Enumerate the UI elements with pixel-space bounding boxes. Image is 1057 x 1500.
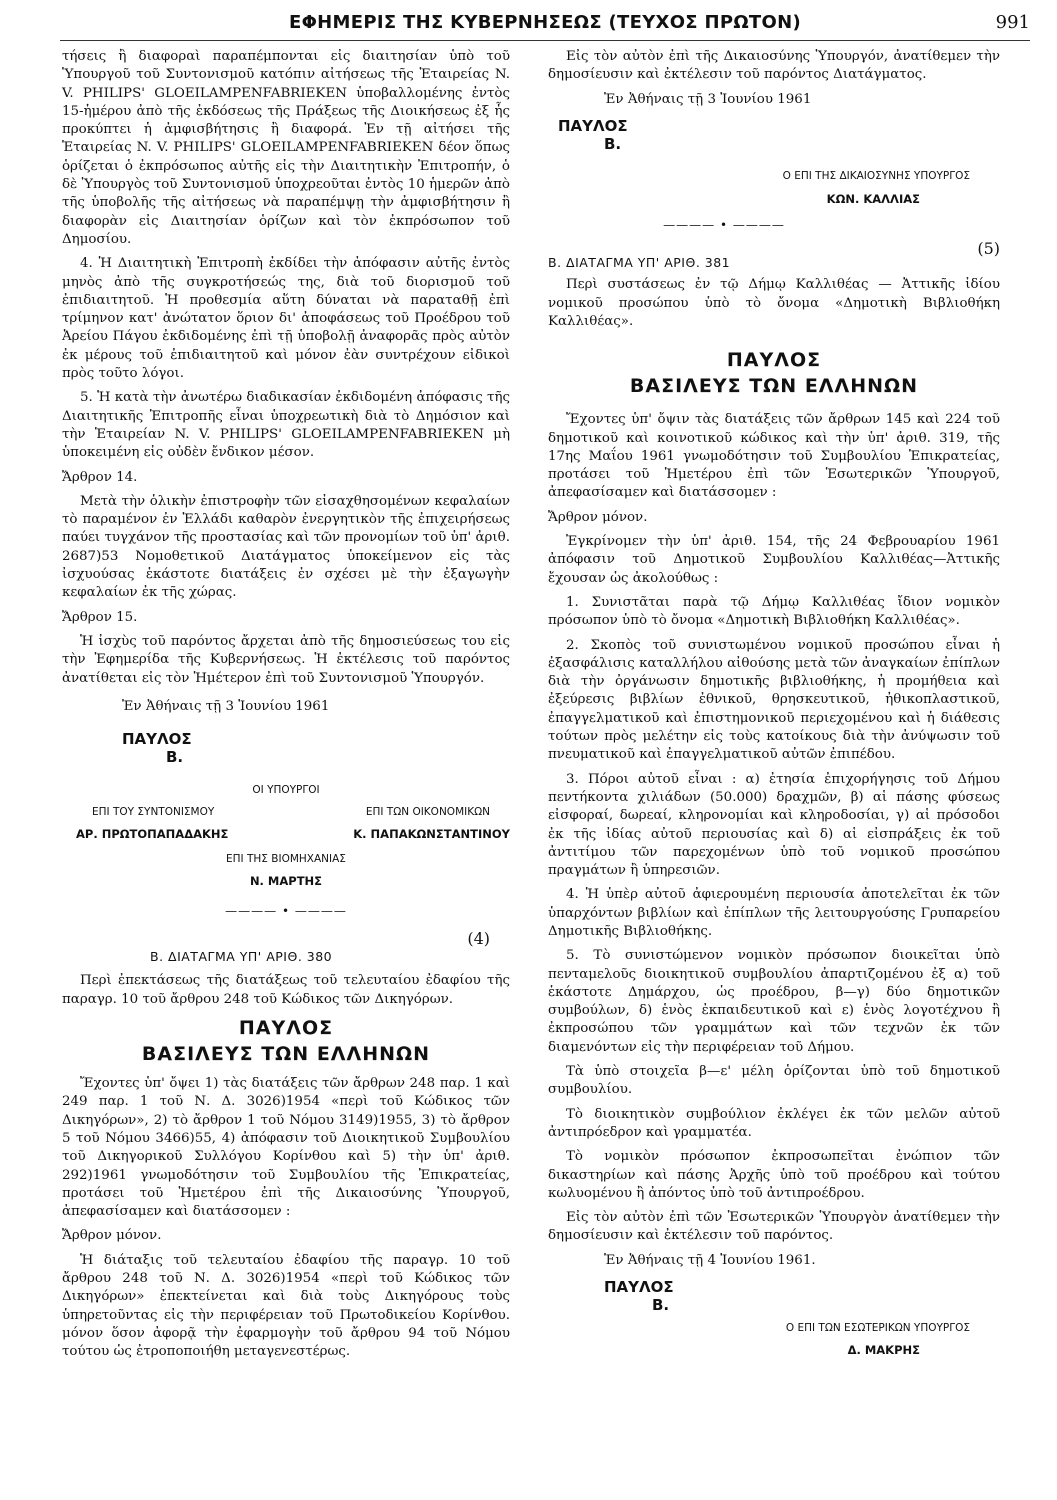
gazette-title: ΕΦΗΜΕΡΙΣ ΤΗΣ ΚΥΒΕΡΝΗΣΕΩΣ (ΤΕΥΧΟΣ ΠΡΩΤΟΝ) [288,12,801,33]
minister-role: ΕΠΙ ΤΗΣ ΒΙΟΜΗΧΑΝΙΑΣ [226,852,346,865]
decree-number: Β. ΔΙΑΤΑΓΜΑ ΥΠ' ΑΡΙΘ. 380 [150,949,333,965]
page-number: 991 [995,12,1030,33]
minister-name: Ν. ΜΑΡΤΗΣ [249,873,323,888]
signature-date: Ἐν Ἀθήναις τῇ 3 Ἰουνίου 1961 [122,698,330,714]
paragraph: 4. Ἡ Διαιτητικὴ Ἐπιτροπὴ ἐκδίδει τὴν ἀπόφασιν αὐτῆς ἐντὸς μηνὸς ἀπὸ τῆς συγκροτήσεώς της, διὰ τοῦ διορισμοῦ τοῦ ἐπιδιαιτητοῦ. Ἡ προθεσμία αὕτη δύναται νὰ παραταθῇ ἐπὶ τρίμηνον κατ' ἀνώτατον ὅριον δι' ἀποφάσεως τοῦ Προέδρου τοῦ Ἀρείου Πάγου ἐκδιδομένης ἐπὶ τῇ ὑποβολῇ ἀναφορᾶς πρὸς αὐτὸν ἐκ μέρους τοῦ ἐπιδιαιτητοῦ καὶ μόνον ἐὰν συντρέχουν εἰδικοὶ πρὸς τοῦτο λόγοι. [62,256,510,382]
minister-role: ΕΠΙ ΤΩΝ ΟΙΚΟΝΟΜΙΚΩΝ [365,805,490,818]
section-divider: ———— • ———— [225,904,347,919]
paragraph: 5. Ἡ κατὰ τὴν ἀνωτέρω διαδικασίαν ἐκδιδομένη ἀπόφασις τῆς Διαιτητικῆς Ἐπιτροπῆς εἶναι ὑποχρεωτικὴ διὰ τὸ Δημόσιον καὶ τὴν Ἑταιρείαν N. V. PHILIPS' GLOEILAMPENFABRIEKEN μὴ ὑποκειμένη εἰς οὐδὲν ἔνδικον μέσον. [62,390,510,461]
decree-index: (5) [977,239,1000,259]
king-signature: ΠΑΥΛΟΣ [558,116,628,135]
decree-subject: Περὶ ἐπεκτάσεως τῆς διατάξεως τοῦ τελευταίου ἐδαφίου τῆς παραγρ. 10 τοῦ ἄρθρου 248 τοῦ Κώδικος τῶν Δικηγόρων. [62,973,510,1007]
king-initial: Β. [652,1296,670,1315]
king-signature: ΠΑΥΛΟΣ [122,730,192,749]
signature-date: Ἐν Ἀθήναις τῇ 3 Ἰουνίου 1961 [604,91,812,107]
paragraph: Τὸ νομικὸν πρόσωπον ἐκπροσωπεῖται ἐνώπιον τῶν δικαστηρίων καὶ πάσης Ἀρχῆς ὑπὸ τοῦ προέδρου καὶ τούτου κωλυομένου ἢ ἀπόντος ὑπὸ τοῦ ἀντιπροέδρου. [548,1149,1000,1201]
paragraph: Ἡ ἰσχὺς τοῦ παρόντος ἄρχεται ἀπὸ τῆς δημοσιεύσεως του εἰς τὴν Ἐφημερίδα τῆς Κυβερνήσεως. Ἡ ἐκτέλεσις τοῦ παρόντος ἀνατίθεται εἰς τὸν Ἡμέτερον ἐπὶ τοῦ Συντονισμοῦ Ὑπουργόν. [62,633,510,686]
paragraph: 3. Πόροι αὐτοῦ εἶναι : α) ἐτησία ἐπιχορήγησις τοῦ Δήμου πεντήκοντα χιλιάδων (50.000) δραχμῶν, β) αἱ πάσης φύσεως εἰσφοραί, δωρεαί, κληρονομίαι καὶ κληροδοσίαι, γ) αἱ πρόσοδοι ἐκ τῆς ἰδίας αὐτοῦ περιουσίας καὶ δ) αἱ εἰσπράξεις ἐκ τοῦ ἀντιτίμου τῶν παρεχομένων ὑπὸ τοῦ νομικοῦ προσώπου πραγμάτων ἢ ὑπηρεσιῶν. [548,771,1000,879]
ministers-label: ΟΙ ΥΠΟΥΡΓΟΙ [252,783,320,796]
minister-name: Κ. ΠΑΠΑΚΩΝΣΤΑΝΤΙΝΟΥ [353,827,510,842]
minister-role: Ο ΕΠΙ ΤΩΝ ΕΣΩΤΕΡΙΚΩΝ ΥΠΟΥΡΓΟΣ [785,1321,970,1334]
article-heading: Ἄρθρον μόνον. [548,509,648,525]
section-divider: ———— • ———— [663,218,785,233]
minister-roles [62,803,510,821]
minister-names [62,825,510,843]
article-heading: Ἄρθρον 14. [62,469,138,485]
king-initial: Β. [166,748,184,767]
paragraph: Τὸ διοικητικὸν συμβούλιον ἐκλέγει ἐκ τῶν μελῶν αὐτοῦ ἀντιπρόεδρον καὶ γραμματέα. [548,1106,1000,1140]
header-rule [60,40,1030,41]
paragraph: τήσεις ἢ διαφοραὶ παραπέμπονται εἰς διαιτησίαν ὑπὸ τοῦ Ὑπουργοῦ τοῦ Συντονισμοῦ κατόπιν αἰτήσεως τῆς Ἑταιρείας N. V. PHILIPS' GLOEILAMPENFABRIEKEN ὑποβαλλομένης ἐντὸς 15-ἡμέρου ἀπὸ τῆς ἐκδόσεως τῆς Πράξεως τῆς Διοικήσεως ἐξ ἧς προκύπτει ἡ ἀμφισβήτησις ἢ διαφορά. Ἐν τῇ αἰτήσει τῆς Ἑταιρείας N. V. PHILIPS' GLOEILAMPENFABRIEKEN δέον ὅπως ὁρίζεται ὁ ἐκπρόσωπος αὐτῆς εἰς τὴν Διαιτητικὴν Ἐπιτροπήν, ὁ δὲ Ὑπουργὸς τοῦ Συντονισμοῦ ὑποχρεοῦται ἐντὸς 10 ἡμερῶν ἀπὸ τῆς ὑποβολῆς τῆς αἰτήσεως νὰ παραπέμψῃ τὴν ἀμφισβήτησιν ἢ διαφορὰν εἰς Διαιτησίαν ὁρίζων καὶ τὸν ἐκπρόσωπον τοῦ Δημοσίου. [62,49,510,247]
king-title-heading: ΒΑΣΙΛΕΥΣ ΤΩΝ ΕΛΛΗΝΩΝ [629,375,919,398]
paragraph: Ἐγκρίνομεν τὴν ὑπ' ἀριθ. 154, τῆς 24 Φεβρουαρίου 1961 ἀπόφασιν τοῦ Δημοτικοῦ Συμβουλίου Καλλιθέας—Ἀττικῆς ἔχουσαν ὡς ἀκολούθως : [548,534,1000,586]
minister-role: ΕΠΙ ΤΟΥ ΣΥΝΤΟΝΙΣΜΟΥ [92,805,215,818]
signature-date: Ἐν Ἀθήναις τῇ 4 Ἰουνίου 1961. [604,1252,816,1268]
paragraph: Εἰς τὸν αὐτὸν ἐπὶ τῶν Ἐσωτερικῶν Ὑπουργὸν ἀνατίθεμεν τὴν δημοσίευσιν καὶ ἐκτέλεσιν τοῦ παρόντος. [548,1210,1000,1244]
left-column [62,48,510,1368]
minister-role: Ο ΕΠΙ ΤΗΣ ΔΙΚΑΙΟΣΥΝΗΣ ΥΠΟΥΡΓΟΣ [782,170,970,183]
paragraph: Τὰ ὑπὸ στοιχεῖα β—ε' μέλη ὁρίζονται ὑπὸ τοῦ δημοτικοῦ συμβουλίου. [548,1064,1000,1098]
paragraph: Ἡ διάταξις τοῦ τελευταίου ἐδαφίου τῆς παραγρ. 10 τοῦ ἄρθρου 248 τοῦ Ν. Δ. 3026)1954 «περὶ τοῦ Κώδικος τῶν Δικηγόρων» ἐπεκτείνεται καὶ διὰ τοὺς Δικηγόρους τοὺς ὑπηρετοῦντας εἰς τὴν περιφέρειαν τοῦ Πρωτοδικείου Κορίνθου. μόνον ὅσον ἀφορᾷ τὴν ἐφαρμογὴν τοῦ ἄρθρου 94 τοῦ Νόμου τούτου ὡς ἐτροποποιήθη μεταγενεστέρως. [62,1252,510,1360]
king-heading: ΠΑΥΛΟΣ [726,349,822,372]
paragraph: 2. Σκοπὸς τοῦ συνιστωμένου νομικοῦ προσώπου εἶναι ἡ ἐξασφάλισις καταλλήλου αἰθούσης μετὰ τῶν ἀναγκαίων ἐπίπλων διὰ τὴν ὀργάνωσιν δημοτικῆς βιβλιοθήκης, ἡ προμήθεια καὶ ἐξεύρεσις βιβλίων ἐθνικοῦ, θρησκευτικοῦ, ἠθικοπλαστικοῦ, ἐπαγγελματικοῦ καὶ ἐπιστημονικοῦ περιεχομένου καὶ ἡ διάθεσις τούτων πρὸς μελέτην εἰς τοὺς κατοίκους διὰ τὴν ἀνύψωσιν τοῦ πνευματικοῦ καὶ ἐπαγγελματικοῦ αὐτῶν ἐπιπέδου. [548,637,1000,763]
decree-header [62,930,510,970]
right-column [548,48,1000,1367]
paragraph: Μετὰ τὴν ὁλικὴν ἐπιστροφὴν τῶν εἰσαχθησομένων κεφαλαίων τὸ παραμένον ἐν Ἑλλάδι καθαρὸν ἐνεργητικὸν τῆς ἐπιχειρήσεως παύει τυγχάνον τῆς προστασίας καὶ τῶν προνομίων τοῦ ὑπ' ἀριθ. 2687)53 Νομοθετικοῦ Διατάγματος ὑποκείμενον εἰς τὰς ἰσχυούσας ἑκάστοτε διατάξεις ἐν σχέσει μὲ τὴν ἐξαγωγὴν κεφαλαίων ἐκ τῆς χώρας. [62,493,510,601]
paragraph: Ἔχοντες ὑπ' ὄψιν τὰς διατάξεις τῶν ἄρθρων 145 καὶ 224 τοῦ δημοτικοῦ καὶ κοινοτικοῦ κώδικος καὶ τὴν ὑπ' ἀριθ. 319, τῆς 17ης Μαΐου 1961 γνωμοδότησιν τοῦ Συμβουλίου Ἐπικρατείας, προτάσει τοῦ Ἡμετέρου ἐπὶ τῶν Ἐσωτερικῶν Ὑπουργοῦ, ἀπεφασίσαμεν καὶ διατάσσομεν : [548,412,1000,501]
decree-index: (4) [467,929,490,949]
king-initial: Β. [604,135,622,154]
paragraph: Εἰς τὸν αὐτὸν ἐπὶ τῆς Δικαιοσύνης Ὑπουργόν, ἀνατίθεμεν τὴν δημοσίευσιν καὶ ἐκτέλεσιν τοῦ παρόντος Διατάγματος. [548,49,1000,83]
paragraph: 4. Ἡ ὑπὲρ αὐτοῦ ἀφιερουμένη περιουσία ἀποτελεῖται ἐκ τῶν ὑπαρχόντων βιβλίων καὶ ἐπίπλων τῆς λειτουργούσης Γρυπαρείου Δημοτικῆς Βιβλιοθήκης. [548,887,1000,939]
minister-name: ΑΡ. ΠΡΩΤΟΠΑΠΑΔΑΚΗΣ [76,827,229,842]
paragraph: 5. Τὸ συνιστώμενον νομικὸν πρόσωπον διοικεῖται ὑπὸ πενταμελοῦς διοικητικοῦ συμβουλίου ἀπαρτιζομένου ἐξ α) τοῦ ἑκάστοτε Δημάρχου, ὡς προέδρου, β—γ) δύο δημοτικῶν συμβούλων, δ) ἑνὸς ἐκπαιδευτικοῦ καὶ ε) ἑνὸς λογοτέχνου ἢ ἐκπροσώπου τῶν γραμμάτων καὶ τῶν τεχνῶν ἐκ τῶν διαμενόντων εἰς τὴν περιφέρειαν τοῦ Δήμου. [548,948,1000,1055]
minister-name: Δ. ΜΑΚΡΗΣ [847,1342,920,1357]
king-title-heading: ΒΑΣΙΛΕΥΣ ΤΩΝ ΕΛΛΗΝΩΝ [141,1043,431,1066]
decree-header [548,240,1000,274]
page-header [60,8,1030,38]
king-heading: ΠΑΥΛΟΣ [238,1017,334,1040]
paragraph: 1. Συνιστᾶται παρὰ τῷ Δήμῳ Καλλιθέας ἴδιον νομικὸν πρόσωπον ὑπὸ τὸ ὄνομα «Δημοτικὴ Βιβλιοθήκη Καλλιθέας». [548,594,1000,629]
article-heading: Ἄρθρον 15. [62,609,138,625]
decree-subject: Περὶ συστάσεως ἐν τῷ Δήμῳ Καλλιθέας — Ἀττικῆς ἰδίου νομικοῦ προσώπου ὑπὸ τὸ ὄνομα «Δημοτικὴ Βιβλιοθήκη Καλλιθέας». [548,277,1000,329]
paragraph: Ἔχοντες ὑπ' ὄψει 1) τὰς διατάξεις τῶν ἄρθρων 248 παρ. 1 καὶ 249 παρ. 1 τοῦ Ν. Δ. 3026)1954 «περὶ τοῦ Κώδικος τῶν Δικηγόρων», 2) τὸ ἄρθρον 1 τοῦ Νόμου 3149)1955, 3) τὸ ἄρθρον 5 τοῦ Νόμου 3466)55, 4) ἀπόφασιν τοῦ Διοικητικοῦ Συμβουλίου τοῦ Δικηγορικοῦ Συλλόγου Κορίνθου καὶ 5) τὴν ὑπ' ἀριθ. 292)1961 γνωμοδότησιν τοῦ Συμβουλίου τῆς Ἐπικρατείας, προτάσει τοῦ Ἡμετέρου ἐπὶ τῆς Δικαιοσύνης Ὑπουργοῦ, ἀπεφασίσαμεν καὶ διατάσσομεν : [62,1076,510,1220]
decree-number: Β. ΔΙΑΤΑΓΜΑ ΥΠ' ΑΡΙΘ. 381 [548,255,731,271]
minister-name: ΚΩΝ. ΚΑΛΛΙΑΣ [826,191,920,206]
king-signature: ΠΑΥΛΟΣ [604,1278,674,1297]
article-heading: Ἄρθρον μόνον. [62,1228,162,1244]
